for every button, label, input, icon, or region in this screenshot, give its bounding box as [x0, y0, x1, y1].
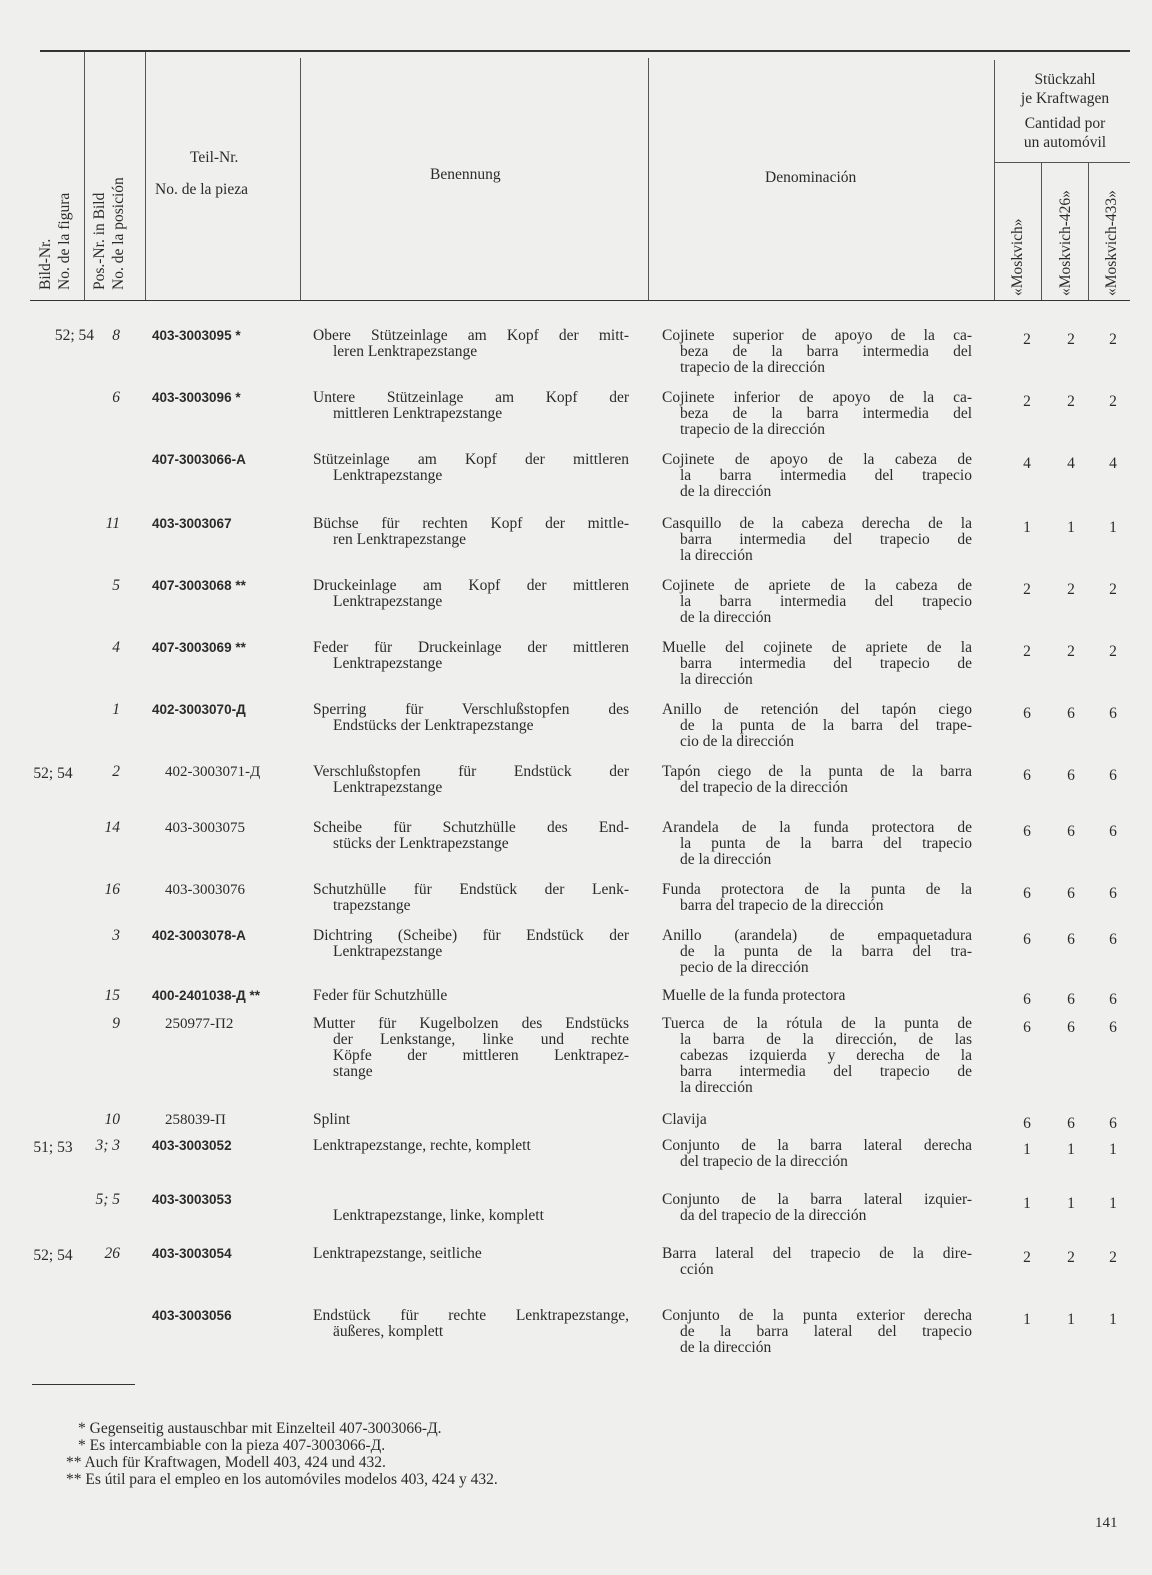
quantity-1: 2 [1023, 581, 1031, 598]
quantity-3: 6 [1109, 991, 1117, 1008]
denominacion-line: Arandela de la funda protectora de [662, 819, 972, 836]
benennung-line: Mutter für Kugelbolzen des Endstücks [313, 1015, 629, 1032]
denominacion-line: Cojinete de apriete de la cabeza de [662, 577, 972, 594]
denominacion-line: de la punta de la barra del tra- [680, 943, 972, 960]
footnote-rule [32, 1384, 135, 1385]
part-number: 403-3003095 * [152, 328, 241, 343]
denominacion-text [662, 390, 972, 438]
header-bottom-rule [30, 300, 1130, 301]
denominacion-line: cio de la dirección [680, 733, 795, 750]
benennung-text [313, 1308, 629, 1340]
denominacion-line: da del trapecio de la dirección [680, 1207, 867, 1224]
denominacion-line: la punta de la barra del trapecio [680, 835, 972, 852]
benennung-line: Lenktrapezstange [333, 943, 443, 960]
footnote-3: ** Auch für Kraftwagen, Modell 403, 424 und 432. [66, 1454, 386, 1471]
benennung-text [313, 764, 629, 796]
quantity-3: 2 [1109, 393, 1117, 410]
position-number: 11 [105, 515, 120, 532]
denominacion-line: Casquillo de la cabeza derecha de la [662, 515, 972, 532]
qty-subheader-rule [994, 162, 1130, 163]
quantity-1: 1 [1023, 1195, 1031, 1212]
denominacion-text [662, 1192, 972, 1224]
denominacion-line: Funda protectora de la punta de la [662, 881, 972, 898]
benennung-line: Untere Stützeinlage am Kopf der [313, 389, 629, 406]
benennung-line: Stützeinlage am Kopf der mittleren [313, 451, 629, 468]
quantity-3: 6 [1109, 1019, 1117, 1036]
denominacion-line: cabezas izquierda y derecha de la [680, 1047, 972, 1064]
benennung-line: Lenktrapezstange [333, 655, 443, 672]
quantity-1: 6 [1023, 767, 1031, 784]
part-number: 407-3003069 ** [152, 640, 246, 655]
position-number: 8 [112, 327, 120, 344]
benennung-line: Obere Stützeinlage am Kopf der mitt- [313, 327, 629, 344]
denominacion-line: Conjunto de la punta exterior derecha [662, 1307, 972, 1324]
denominacion-line: Muelle del cojinete de apriete de la [662, 639, 972, 656]
header-model-1: «Moskvich» [1009, 218, 1026, 296]
quantity-2: 6 [1067, 705, 1075, 722]
benennung-line [313, 1192, 629, 1208]
header-teil-nr: Teil-Nr. [190, 149, 239, 166]
quantity-3: 1 [1109, 1195, 1117, 1212]
denominacion-line: la dirección [680, 1079, 753, 1096]
part-number: 258039-П [165, 1112, 226, 1128]
denominacion-line: Anillo (arandela) de empaquetadura [662, 927, 972, 944]
quantity-3: 6 [1109, 1115, 1117, 1132]
quantity-3: 2 [1109, 581, 1117, 598]
benennung-text [313, 1016, 629, 1080]
benennung-line: der Lenkstange, linke und rechte [333, 1031, 629, 1048]
denominacion-text [662, 1112, 972, 1128]
denominacion-text [662, 1138, 972, 1170]
quantity-1: 6 [1023, 885, 1031, 902]
quantity-3: 2 [1109, 1249, 1117, 1266]
part-number: 403-3003096 * [152, 390, 241, 405]
position-number: 9 [112, 1015, 120, 1032]
benennung-text [313, 1138, 629, 1154]
quantity-1: 6 [1023, 1115, 1031, 1132]
benennung-text [313, 578, 629, 610]
benennung-text [313, 328, 629, 360]
denominacion-line: la barra intermedia del trapecio [680, 593, 972, 610]
denominacion-line: beza de la barra intermedia del [680, 405, 972, 422]
benennung-line: Dichtring (Scheibe) für Endstück der [313, 927, 629, 944]
benennung-line: Druckeinlage am Kopf der mittleren [313, 577, 629, 594]
denominacion-line: Barra lateral del trapecio de la dire- [662, 1245, 972, 1262]
benennung-text [313, 390, 629, 422]
quantity-1: 1 [1023, 1141, 1031, 1158]
quantity-1: 6 [1023, 931, 1031, 948]
header-bild-nr: Bild-Nr. No. de la figura [37, 192, 73, 290]
col-divider-1 [84, 52, 85, 300]
quantity-1: 2 [1023, 393, 1031, 410]
page-number: 141 [1095, 1515, 1118, 1531]
fig-number: 52; 54 [33, 1247, 73, 1264]
benennung-line: stange [333, 1063, 373, 1080]
benennung-text [313, 1246, 629, 1262]
quantity-1: 2 [1023, 643, 1031, 660]
footnote-2: * Es intercambiable con la pieza 407-3003066-Д. [78, 1437, 386, 1454]
part-number: 403-3003053 [152, 1192, 232, 1207]
benennung-line: Lenktrapezstange, seitliche [313, 1245, 482, 1262]
quantity-3: 2 [1109, 643, 1117, 660]
fig-number: 52; 54 [33, 765, 73, 782]
denominacion-line: barra intermedia del trapecio de [680, 531, 972, 548]
part-number: 407-3003066-А [152, 452, 246, 467]
part-number: 403-3003067 [152, 516, 232, 531]
header-stueckzahl: Stückzahl je Kraftwagen Cantidad por un automóvil [1020, 71, 1110, 151]
benennung-text [313, 516, 629, 548]
denominacion-text [662, 1246, 972, 1278]
benennung-line: Endstücks der Lenktrapezstange [333, 717, 534, 734]
header-benennung: Benennung [430, 166, 501, 183]
footnote-4: ** Es útil para el empleo en los automóviles modelos 403, 424 y 432. [66, 1471, 498, 1488]
denominacion-line: la barra intermedia del trapecio [680, 467, 972, 484]
benennung-text [313, 452, 629, 484]
part-number: 402-3003070-Д [152, 702, 246, 717]
position-number: 16 [104, 881, 120, 898]
quantity-3: 6 [1109, 767, 1117, 784]
quantity-3: 6 [1109, 885, 1117, 902]
position-number: 15 [104, 987, 120, 1004]
denominacion-line: Tuerca de la rótula de la punta de [662, 1015, 972, 1032]
header-no-pieza: No. de la pieza [155, 181, 248, 198]
quantity-2: 1 [1067, 519, 1075, 536]
denominacion-line: de la punta de la barra del trape- [680, 717, 972, 734]
benennung-line: Lenktrapezstange [333, 593, 443, 610]
header-model-3: «Moskvich-433» [1103, 190, 1120, 296]
denominacion-line: del trapecio de la dirección [680, 1153, 848, 1170]
denominacion-text [662, 928, 972, 976]
denominacion-line: la dirección [680, 547, 753, 564]
part-number: 407-3003068 ** [152, 578, 246, 593]
benennung-line: Schutzhülle für Endstück der Lenk- [313, 881, 629, 898]
col-divider-4 [648, 58, 649, 300]
benennung-text [313, 1112, 629, 1128]
position-number: 2 [112, 763, 120, 780]
denominacion-text [662, 452, 972, 500]
quantity-3: 1 [1109, 1311, 1117, 1328]
denominacion-line: de la dirección [680, 483, 772, 500]
benennung-line: ren Lenktrapezstange [333, 531, 466, 548]
denominacion-line: Anillo de retención del tapón ciego [662, 701, 972, 718]
denominacion-line: de la dirección [680, 609, 772, 626]
position-number: 1 [112, 701, 120, 718]
footnote-1: * Gegenseitig austauschbar mit Einzelteil 407-3003066-Д. [78, 1420, 442, 1437]
denominacion-line: pecio de la dirección [680, 959, 809, 976]
denominacion-line: barra intermedia del trapecio de [680, 1063, 972, 1080]
denominacion-line: trapecio de la dirección [680, 359, 826, 376]
benennung-line: Splint [313, 1111, 351, 1128]
denominacion-text [662, 882, 972, 914]
position-number: 14 [104, 819, 120, 836]
quantity-1: 2 [1023, 1249, 1031, 1266]
position-number: 26 [104, 1245, 120, 1262]
table-top-rule [40, 50, 1130, 52]
denominacion-line: Cojinete inferior de apoyo de la ca- [662, 389, 972, 406]
quantity-2: 6 [1067, 885, 1075, 902]
denominacion-line: Conjunto de la barra lateral izquier- [662, 1191, 972, 1208]
denominacion-line: trapecio de la dirección [680, 421, 826, 438]
quantity-3: 1 [1109, 1141, 1117, 1158]
quantity-2: 2 [1067, 643, 1075, 660]
denominacion-text [662, 1308, 972, 1356]
quantity-3: 4 [1109, 455, 1117, 472]
denominacion-line: barra intermedia del trapecio de [680, 655, 972, 672]
position-number: 4 [112, 639, 120, 656]
quantity-2: 6 [1067, 931, 1075, 948]
fig-number: 51; 53 [33, 1139, 73, 1156]
position-number: 3; 3 [95, 1137, 120, 1154]
part-number: 403-3003076 [165, 882, 245, 898]
benennung-line: mittleren Lenktrapezstange [333, 405, 503, 422]
quantity-3: 6 [1109, 823, 1117, 840]
part-number: 400-2401038-Д ** [152, 988, 260, 1003]
part-number: 403-3003052 [152, 1138, 232, 1153]
denominacion-line: barra del trapecio de la dirección [680, 897, 884, 914]
benennung-text [313, 988, 629, 1004]
quantity-1: 1 [1023, 519, 1031, 536]
quantity-3: 6 [1109, 931, 1117, 948]
col-divider-5 [994, 60, 995, 300]
quantity-2: 6 [1067, 991, 1075, 1008]
benennung-text [313, 702, 629, 734]
denominacion-text [662, 988, 972, 1004]
denominacion-text [662, 702, 972, 750]
denominacion-line: beza de la barra intermedia del [680, 343, 972, 360]
quantity-2: 2 [1067, 581, 1075, 598]
quantity-3: 2 [1109, 331, 1117, 348]
benennung-line: Scheibe für Schutzhülle des End- [313, 819, 629, 836]
benennung-line: Lenktrapezstange [333, 467, 443, 484]
quantity-2: 1 [1067, 1311, 1075, 1328]
col-divider-2 [145, 52, 146, 300]
benennung-line: Lenktrapezstange [333, 779, 443, 796]
quantity-3: 1 [1109, 519, 1117, 536]
position-number: 5; 5 [95, 1191, 120, 1208]
col-divider-3 [300, 58, 301, 300]
header-model-2: «Moskvich-426» [1057, 190, 1074, 296]
denominacion-line: Muelle de la funda protectora [662, 987, 846, 1004]
denominacion-text [662, 640, 972, 688]
denominacion-line: Cojinete de apoyo de la cabeza de [662, 451, 972, 468]
benennung-line: Verschlußstopfen für Endstück der [313, 763, 629, 780]
denominacion-line: Conjunto de la barra lateral derecha [662, 1137, 972, 1154]
denominacion-line: la barra de la dirección, de las [680, 1031, 972, 1048]
quantity-1: 1 [1023, 1311, 1031, 1328]
quantity-2: 6 [1067, 1115, 1075, 1132]
denominacion-line: de la dirección [680, 851, 772, 868]
denominacion-line: del trapecio de la dirección [680, 779, 848, 796]
benennung-line: stücks der Lenktrapezstange [333, 835, 509, 852]
benennung-line: Lenktrapezstange, rechte, komplett [313, 1137, 531, 1154]
benennung-line: leren Lenktrapezstange [333, 343, 478, 360]
quantity-2: 1 [1067, 1141, 1075, 1158]
part-number: 403-3003056 [152, 1308, 232, 1323]
quantity-1: 6 [1023, 1019, 1031, 1036]
quantity-2: 6 [1067, 823, 1075, 840]
benennung-text [313, 1192, 629, 1224]
benennung-line: Endstück für rechte Lenktrapezstange, [313, 1307, 629, 1324]
part-number: 402-3003078-А [152, 928, 246, 943]
quantity-2: 2 [1067, 1249, 1075, 1266]
benennung-line: Lenktrapezstange, linke, komplett [333, 1207, 544, 1224]
denominacion-text [662, 516, 972, 564]
benennung-text [313, 820, 629, 852]
quantity-2: 2 [1067, 393, 1075, 410]
quantity-3: 6 [1109, 705, 1117, 722]
benennung-text [313, 928, 629, 960]
part-number: 403-3003075 [165, 820, 245, 836]
denominacion-line: Tapón ciego de la punta de la barra [662, 763, 972, 780]
denominacion-line: Cojinete superior de apoyo de la ca- [662, 327, 972, 344]
quantity-2: 6 [1067, 1019, 1075, 1036]
denominacion-text [662, 578, 972, 626]
quantity-2: 1 [1067, 1195, 1075, 1212]
quantity-2: 2 [1067, 331, 1075, 348]
header-denominacion: Denominación [765, 169, 857, 186]
denominacion-line: la dirección [680, 671, 753, 688]
position-number: 6 [112, 389, 120, 406]
quantity-1: 6 [1023, 705, 1031, 722]
col-divider-7 [1088, 162, 1089, 300]
position-number: 5 [112, 577, 120, 594]
denominacion-line: Clavija [662, 1111, 707, 1128]
part-number: 403-3003054 [152, 1246, 232, 1261]
fig-number: 52; 54 [54, 327, 94, 344]
denominacion-line: de la dirección [680, 1339, 772, 1356]
denominacion-text [662, 1016, 972, 1096]
denominacion-line: de la barra lateral del trapecio [680, 1323, 972, 1340]
benennung-line: Büchse für rechten Kopf der mittle- [313, 515, 629, 532]
position-number: 10 [104, 1111, 120, 1128]
position-number: 3 [112, 927, 120, 944]
denominacion-text [662, 328, 972, 376]
benennung-line: Köpfe der mittleren Lenktrapez- [333, 1047, 629, 1064]
denominacion-text [662, 764, 972, 796]
benennung-text [313, 640, 629, 672]
benennung-text [313, 882, 629, 914]
quantity-1: 4 [1023, 455, 1031, 472]
denominacion-text [662, 820, 972, 868]
benennung-line: trapezstange [333, 897, 411, 914]
quantity-1: 6 [1023, 991, 1031, 1008]
header-pos-nr: Pos.-Nr. in Bild No. de la posición [91, 177, 127, 290]
part-number: 250977-П2 [165, 1016, 234, 1032]
quantity-2: 6 [1067, 767, 1075, 784]
quantity-2: 4 [1067, 455, 1075, 472]
col-divider-6 [1041, 162, 1042, 300]
part-number: 402-3003071-Д [165, 764, 261, 780]
denominacion-line: cción [680, 1261, 714, 1278]
quantity-1: 2 [1023, 331, 1031, 348]
benennung-line: Feder für Schutzhülle [313, 987, 448, 1004]
quantity-1: 6 [1023, 823, 1031, 840]
benennung-line: Feder für Druckeinlage der mittleren [313, 639, 629, 656]
benennung-line: Sperring für Verschlußstopfen des [313, 701, 629, 718]
benennung-line: äußeres, komplett [333, 1323, 444, 1340]
